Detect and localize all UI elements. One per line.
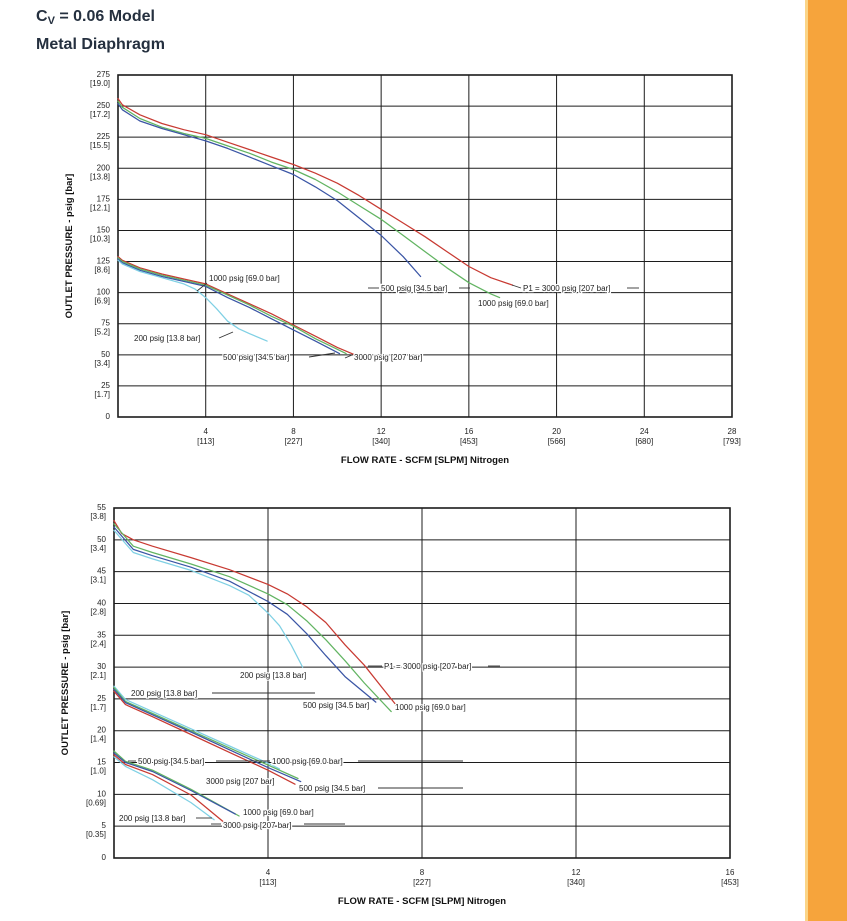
- chart-2: [60, 503, 739, 907]
- y-tick-label: 50: [97, 534, 106, 544]
- curve-label: 200 psig [13.8 bar]: [134, 334, 201, 343]
- curve-label: 1000 psig [69.0 bar]: [272, 757, 343, 766]
- x-tick-label: 8: [419, 868, 425, 877]
- x-tick-label-metric: [113]: [259, 878, 277, 887]
- y-tick-label: 150: [96, 225, 110, 235]
- curve-label: 500 psig [34.5 bar]: [223, 353, 290, 362]
- y-tick-label: 50: [101, 349, 110, 359]
- curve-label: 1000 psig [69.0 bar]: [209, 274, 280, 283]
- x-tick-label: 8: [291, 427, 296, 436]
- y-tick-label: 55: [97, 503, 106, 512]
- y-tick-label: 20: [97, 725, 106, 735]
- y-tick-label-metric: [0.35]: [85, 830, 106, 840]
- y-tick-label: 45: [97, 566, 106, 576]
- y-tick-label-metric: [2.4]: [90, 639, 106, 649]
- y-tick-label-metric: [2.1]: [90, 671, 106, 681]
- curve-set125-inlet-200psig: [118, 260, 267, 341]
- x-tick-label: 12: [571, 868, 581, 877]
- curve-label: 200 psig [13.8 bar]: [240, 671, 307, 680]
- y-tick-label-metric: [2.8]: [90, 607, 106, 617]
- y-tick-label-metric: [1.7]: [94, 389, 110, 399]
- plot-border: [118, 75, 732, 417]
- y-tick-label-metric: [1.7]: [90, 702, 106, 712]
- curve-label: 1000 psig [69.0 bar]: [395, 703, 466, 712]
- y-tick-label-metric: [1.0]: [90, 766, 106, 776]
- y-tick-label-metric: [3.1]: [90, 575, 106, 585]
- y-tick-label-metric: [5.2]: [94, 327, 110, 337]
- y-tick-label-metric: [3.4]: [94, 358, 110, 368]
- page-subtitle: Metal Diaphragm: [36, 36, 165, 53]
- curve-set50-inlet-1000psig: [114, 524, 391, 712]
- x-tick-label-metric: [566]: [547, 437, 566, 446]
- y-tick-label-metric: [3.4]: [90, 543, 106, 553]
- x-tick-label: 28: [727, 427, 737, 436]
- y-tick-label: 100: [96, 287, 110, 297]
- x-tick-label-metric: [227]: [413, 878, 431, 887]
- page-title-text: = 0.06 Model: [54, 8, 155, 25]
- label-leader-line: [219, 332, 233, 338]
- y-tick-label: 200: [96, 163, 110, 173]
- y-tick-label-metric: [0.69]: [85, 798, 106, 808]
- y-tick-label: 25: [101, 380, 110, 390]
- y-tick-label: 35: [97, 630, 106, 640]
- y-tick-label: 30: [97, 662, 106, 672]
- y-tick-label-metric: [13.8]: [89, 172, 110, 182]
- x-tick-label-metric: [113]: [197, 437, 215, 446]
- y-axis-title: OUTLET PRESSURE - psig [bar]: [60, 610, 71, 756]
- y-tick-label: 250: [96, 101, 110, 111]
- y-tick-label-metric: [8.6]: [94, 265, 110, 275]
- cv-subscript: V: [47, 15, 55, 27]
- x-tick-label-metric: [453]: [459, 437, 478, 446]
- y-tick-label-metric: [17.2]: [89, 110, 110, 120]
- curve-label: 500 psig [34.5 bar]: [138, 757, 205, 766]
- y-tick-label: 25: [97, 693, 106, 703]
- y-tick-label: 0: [101, 853, 106, 862]
- x-tick-label: 4: [265, 868, 271, 877]
- label-leader-line: [512, 285, 521, 288]
- x-tick-label-metric: [680]: [635, 437, 654, 446]
- x-tick-label: 4: [203, 427, 208, 436]
- accent-bar: [805, 0, 847, 921]
- x-tick-label: 16: [725, 868, 735, 877]
- y-tick-label: 75: [101, 318, 110, 328]
- x-tick-label: 24: [639, 427, 649, 436]
- y-tick-label-metric: [12.1]: [89, 203, 110, 213]
- curve-set50-inlet-200psig: [114, 530, 303, 667]
- y-tick-label-metric: [1.4]: [90, 734, 106, 744]
- x-tick-label: 20: [552, 427, 562, 436]
- y-tick-label: 175: [96, 194, 110, 204]
- y-tick-label: 125: [96, 256, 110, 266]
- cv-symbol: C: [36, 8, 48, 25]
- x-tick-label-metric: [793]: [723, 437, 741, 446]
- curve-label: 1000 psig [69.0 bar]: [478, 299, 549, 308]
- x-axis-title: FLOW RATE - SCFM [SLPM] Nitrogen: [340, 455, 510, 466]
- x-tick-label-metric: [340]: [372, 437, 391, 446]
- curve-label: 200 psig [13.8 bar]: [131, 689, 198, 698]
- y-tick-label: 0: [105, 412, 110, 421]
- x-tick-label: 16: [464, 427, 474, 436]
- curve-label: 500 psig [34.5 bar]: [299, 784, 366, 793]
- chart-1: [64, 70, 741, 466]
- curve-label: 500 psig [34.5 bar]: [303, 701, 370, 710]
- y-tick-label-metric: [6.9]: [94, 296, 110, 306]
- x-tick-label: 12: [376, 427, 386, 436]
- x-tick-label-metric: [340]: [567, 878, 585, 887]
- accent-bar-edge: [805, 0, 808, 921]
- curve-label: 3000 psig [207 bar]: [354, 353, 423, 362]
- y-axis-title: OUTLET PRESSURE - psig [bar]: [64, 173, 75, 319]
- y-tick-label-metric: [10.3]: [89, 234, 110, 244]
- curve-set50-inlet-3000psig: [114, 521, 399, 709]
- y-tick-label: 40: [97, 598, 106, 608]
- curve-label: 500 psig [34.5 bar]: [381, 284, 448, 293]
- y-tick-label: 5: [101, 821, 106, 831]
- curve-label: P1 = 3000 psig [207 bar]: [523, 284, 611, 293]
- y-tick-label-metric: [19.0]: [89, 79, 110, 88]
- y-tick-label-metric: [15.5]: [89, 141, 110, 151]
- y-tick-label: 225: [96, 132, 110, 142]
- curve-set250-inlet-500psig: [118, 104, 421, 277]
- curve-label: 3000 psig [207 bar]: [223, 821, 292, 830]
- curve-label: P1 = 3000 psig [207 bar]: [384, 662, 472, 671]
- x-axis-title: FLOW RATE - SCFM [SLPM] Nitrogen: [337, 896, 507, 907]
- label-leader-line: [345, 355, 352, 358]
- x-tick-label-metric: [227]: [284, 437, 303, 446]
- curve-label: 3000 psig [207 bar]: [206, 777, 275, 786]
- y-tick-label-metric: [3.8]: [90, 512, 106, 521]
- curve-label: 200 psig [13.8 bar]: [119, 814, 186, 823]
- y-tick-label: 15: [97, 757, 106, 767]
- x-tick-label-metric: [453]: [721, 878, 739, 887]
- curve-label: 1000 psig [69.0 bar]: [243, 808, 314, 817]
- y-tick-label: 10: [97, 789, 106, 799]
- curve-set250-inlet-3000psig: [118, 99, 513, 286]
- y-tick-label: 275: [96, 70, 110, 79]
